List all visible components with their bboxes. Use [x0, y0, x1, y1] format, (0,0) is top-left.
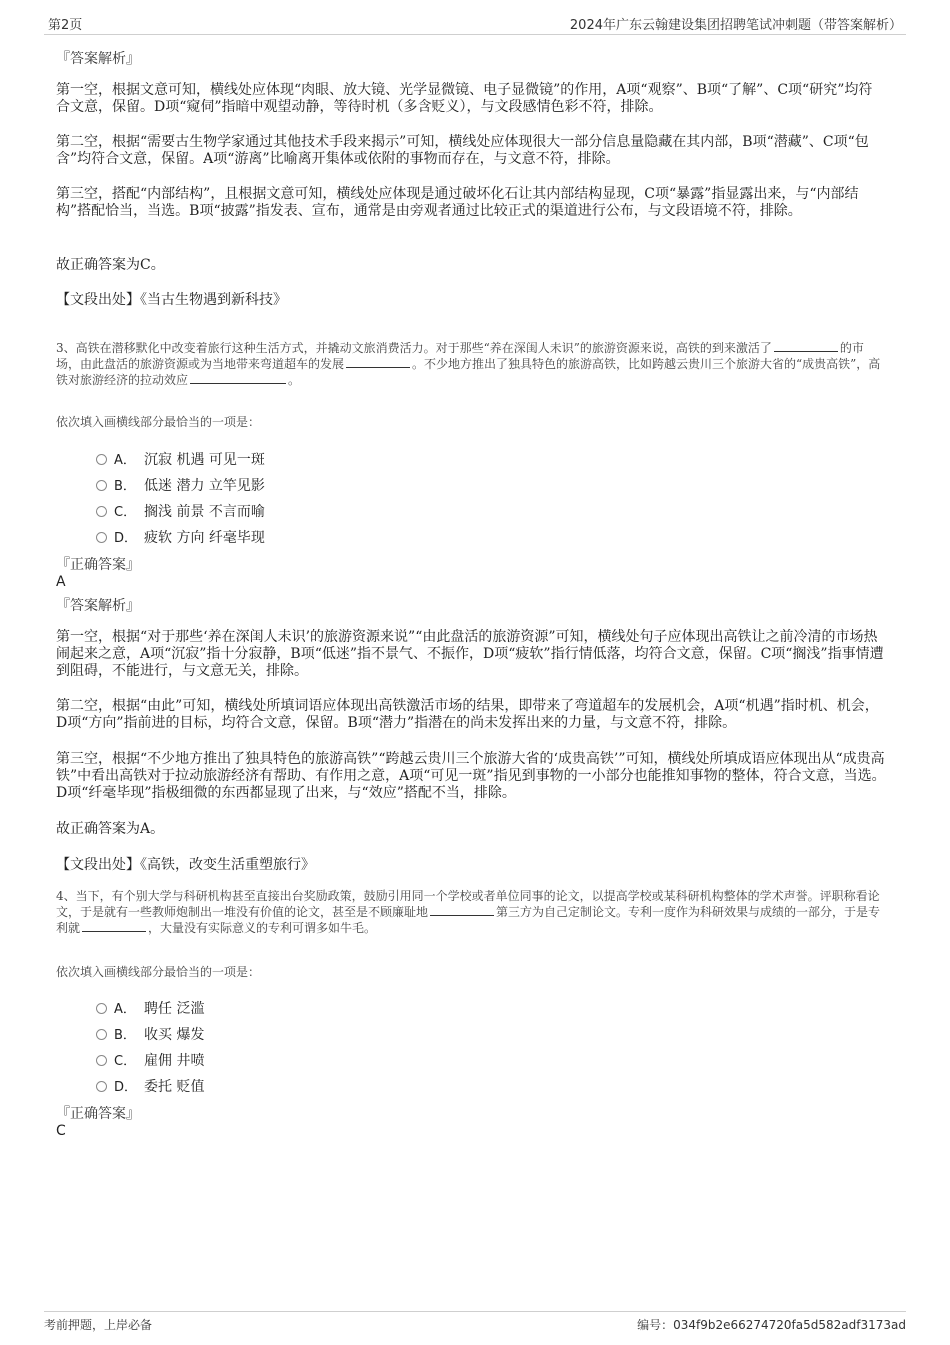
q3-stem-part-a: 3、高铁在潜移默化中改变着旅行这种生活方式，并撬动文旅消费活力。对于那些“养在深闺人未识”的旅游资源来说，高铁的到来激活了 [56, 341, 772, 355]
q3-blank-2 [346, 356, 410, 368]
q2-analysis-label: 『答案解析』 [56, 51, 140, 67]
option-text: 沉寂 机遇 可见一斑 [144, 452, 265, 468]
radio-icon[interactable] [96, 1029, 107, 1040]
document-code [637, 1316, 906, 1333]
radio-icon[interactable] [96, 1055, 107, 1066]
q3-stem-part-d: 。 [288, 373, 301, 387]
q4-option-a[interactable] [96, 998, 496, 1024]
page-number: 第2页 [48, 18, 83, 33]
q3-option-c[interactable] [96, 501, 496, 527]
footer-slogan: 考前押题，上岸必备 [44, 1318, 153, 1332]
q2-analysis-p1: 第一空，根据文意可知，横线处应体现“肉眼、放大镜、光学显微镜、电子显微镜”的作用，A项“观察”、B项“了解”、C项“研究”均符合文意，保留。D项“窥伺”指暗中观望动静，等待时机（多含贬义），与文段感情色彩不符，排除。 [56, 82, 873, 115]
q3-analysis-p1: 第一空，根据“对于那些‘养在深闺人未识’的旅游资源来说”“由此盘活的旅游资源”可知，横线处句子应体现出高铁让之前冷清的市场热闹起来之意，A项“沉寂”指十分寂静，B项“低迷”指不景气、不振作，D项“疲软”指行情低落，均符合文意，保留。C项“搁浅”指事情遭到阻碍，不能进行，与文意无关，排除。 [56, 629, 884, 679]
q3-options [96, 449, 496, 553]
q4-answer-label: 『正确答案』 [56, 1106, 140, 1122]
q3-option-a[interactable] [96, 449, 496, 475]
option-letter: B． [114, 479, 136, 494]
q4-stem-part-a: 4、当下，有个别大学与科研机构甚至直接出台奖励政策，鼓励引用同一个学校或者单位同事的论文，以提高学校或某科研机构整体的学术声誉。评职称看论文，于是就有一些教师炮制出一堆没有价值的论文，甚至是不顾廉耻地 [56, 889, 880, 919]
q4-prompt: 依次填入画横线部分最恰当的一项是： [56, 965, 261, 979]
radio-icon[interactable] [96, 506, 107, 517]
q2-analysis-p3: 第三空，搭配“内部结构”，且根据文意可知，横线处应体现是通过破坏化石让其内部结构显现，C项“暴露”指显露出来，与“内部结构”搭配恰当，当选。B项“披露”指发表、宣布，通常是由旁观者通过比较正式的渠道进行公布，与文段语境不符，排除。 [56, 186, 859, 219]
q3-analysis-p3: 第三空，根据“不少地方推出了独具特色的旅游高铁”“跨越云贵川三个旅游大省的‘成贵高铁’”可知，横线处所填成语应体现出从“成贵高铁”中看出高铁对于拉动旅游经济有帮助、有作用之意，A项“可见一斑”指见到事物的一小部分也能推知事物的整体，符合文意，当选。D项“纤毫毕现”指极细微的东西都显现了出来，与“效应”搭配不当，排除。 [56, 751, 886, 801]
q2-analysis-p2: 第二空，根据“需要古生物学家通过其他技术手段来揭示”可知，横线处应体现很大一部分信息量隐藏在其内部，B项“潜藏”、C项“包含”均符合文意，保留。A项“游离”比喻离开集体或依附的事物而存在，与文意不符，排除。 [56, 134, 869, 167]
option-text: 委托 贬值 [144, 1079, 205, 1095]
q2-source: 【文段出处】《当古生物遇到新科技》 [56, 292, 287, 308]
radio-icon[interactable] [96, 454, 107, 465]
q3-prompt: 依次填入画横线部分最恰当的一项是： [56, 415, 261, 429]
q3-stem [56, 340, 886, 388]
q4-answer: C [56, 1123, 66, 1139]
q3-option-d[interactable] [96, 527, 496, 553]
q3-source: 【文段出处】《高铁，改变生活重塑旅行》 [56, 857, 315, 873]
q4-blank-1 [430, 904, 494, 916]
document-title: 2024年广东云翰建设集团招聘笔试冲刺题（带答案解析） [569, 18, 902, 33]
q4-stem-part-c: ，大量没有实际意义的专利可谓多如牛毛。 [148, 921, 377, 935]
option-letter: A． [114, 1002, 136, 1017]
q4-option-b[interactable] [96, 1024, 496, 1050]
q4-options [96, 998, 496, 1102]
page-footer [44, 1311, 906, 1332]
q4-stem [56, 888, 886, 936]
radio-icon[interactable] [96, 532, 107, 543]
option-text: 搁浅 前景 不言而喻 [144, 504, 265, 520]
document-code-label: 编号： [637, 1318, 674, 1332]
radio-icon[interactable] [96, 480, 107, 491]
option-letter: D． [114, 531, 138, 546]
q3-analysis-label: 『答案解析』 [56, 598, 140, 614]
q3-conclusion: 故正确答案为A。 [56, 821, 165, 837]
document-code-value: 034f9b2e66274720fa5d582adf3173ad [673, 1318, 906, 1332]
radio-icon[interactable] [96, 1081, 107, 1092]
q3-stem-part-b: 的市场，由此盘活的旅游资源或为当地带来弯道超车的发展 [56, 341, 864, 371]
option-text: 收买 爆发 [144, 1027, 205, 1043]
radio-icon[interactable] [96, 1003, 107, 1014]
q3-blank-1 [774, 340, 838, 352]
option-letter: D． [114, 1080, 138, 1095]
q3-analysis-p2: 第二空，根据“由此”可知，横线处所填词语应体现出高铁激活市场的结果，即带来了弯道超车的发展机会，A项“机遇”指时机、机会，D项“方向”指前进的目标，均符合文意，保留。B项“潜力”指潜在的尚未发挥出来的力量，与文意不符，排除。 [56, 698, 879, 731]
q2-conclusion: 故正确答案为C。 [56, 257, 165, 273]
page-header [44, 14, 906, 35]
q3-option-b[interactable] [96, 475, 496, 501]
option-text: 聘任 泛滥 [144, 1001, 205, 1017]
option-text: 雇佣 井喷 [144, 1053, 205, 1069]
option-letter: C． [114, 1054, 137, 1069]
q3-answer: A [56, 574, 66, 590]
option-letter: B． [114, 1028, 136, 1043]
q3-answer-label: 『正确答案』 [56, 557, 140, 573]
option-letter: A． [114, 453, 136, 468]
option-text: 低迷 潜力 立竿见影 [144, 478, 265, 494]
q4-option-d[interactable] [96, 1076, 496, 1102]
option-letter: C． [114, 505, 137, 520]
q3-stem-part-c: 。不少地方推出了独具特色的旅游高铁，比如跨越云贵川三个旅游大省的“成贵高铁”，高铁对旅游经济的拉动效应 [56, 357, 881, 387]
q3-blank-3 [190, 372, 286, 384]
q4-stem-part-b: 第三方为自己定制论文。专利一度作为科研效果与成绩的一部分，于是专利就 [56, 905, 881, 935]
q4-option-c[interactable] [96, 1050, 496, 1076]
q4-blank-2 [82, 920, 146, 932]
option-text: 疲软 方向 纤毫毕现 [144, 530, 265, 546]
